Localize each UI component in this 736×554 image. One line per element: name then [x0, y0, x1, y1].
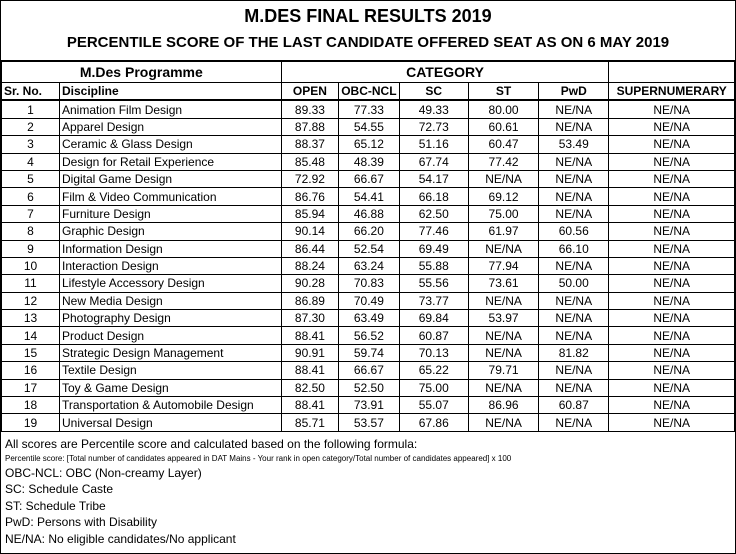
cell-discipline: Textile Design [60, 362, 282, 379]
cell-open: 88.41 [281, 397, 339, 414]
cell-sc: 75.00 [399, 379, 468, 396]
cell-discipline: Animation Film Design [60, 100, 282, 118]
cell-sr: 13 [2, 310, 60, 327]
cell-obc: 52.54 [339, 240, 399, 257]
cell-pwd: NE/NA [539, 310, 609, 327]
cell-st: NE/NA [468, 170, 538, 187]
cell-open: 87.88 [281, 118, 339, 135]
cell-obc: 63.49 [339, 310, 399, 327]
cell-pwd: NE/NA [539, 100, 609, 118]
cell-supernumerary: NE/NA [609, 188, 735, 205]
cell-discipline: Interaction Design [60, 257, 282, 274]
table-body [2, 100, 735, 431]
cell-supernumerary: NE/NA [609, 397, 735, 414]
cell-discipline: Ceramic & Glass Design [60, 136, 282, 153]
note-nena: NE/NA: No eligible candidates/No applicant [5, 531, 236, 546]
table-row [2, 153, 735, 170]
cell-sr: 6 [2, 188, 60, 205]
cell-sr: 12 [2, 292, 60, 309]
note-formula: Percentile score: [Total number of candidates appeared in DAT Mains - Your rank in open category/Total number of candidates appeared] x 100 [5, 453, 512, 463]
note-st: ST: Schedule Tribe [5, 498, 106, 513]
note-obc: OBC-NCL: OBC (Non-creamy Layer) [5, 465, 202, 480]
cell-open: 85.71 [281, 414, 339, 431]
col-header-obc: OBC-NCL [339, 83, 399, 101]
table-row [2, 379, 735, 396]
page-subtitle: PERCENTILE SCORE OF THE LAST CANDIDATE OFFERED SEAT AS ON 6 MAY 2019 [66, 34, 670, 51]
cell-obc: 54.41 [339, 188, 399, 205]
cell-open: 72.92 [281, 170, 339, 187]
col-header-sc: SC [399, 83, 468, 101]
cell-supernumerary: NE/NA [609, 257, 735, 274]
cell-supernumerary: NE/NA [609, 292, 735, 309]
results-table [1, 60, 735, 432]
cell-discipline: Photography Design [60, 310, 282, 327]
table-row [2, 344, 735, 361]
cell-sr: 9 [2, 240, 60, 257]
col-header-st: ST [468, 83, 538, 101]
cell-pwd: 60.87 [539, 397, 609, 414]
cell-sr: 11 [2, 275, 60, 292]
cell-discipline: Universal Design [60, 414, 282, 431]
cell-supernumerary: NE/NA [609, 362, 735, 379]
cell-st: 77.42 [468, 153, 538, 170]
cell-pwd: NE/NA [539, 379, 609, 396]
cell-sr: 1 [2, 100, 60, 118]
cell-sc: 77.46 [399, 223, 468, 240]
cell-obc: 56.52 [339, 327, 399, 344]
col-header-open: OPEN [281, 83, 339, 101]
cell-st: 69.12 [468, 188, 538, 205]
cell-supernumerary: NE/NA [609, 136, 735, 153]
cell-obc: 63.24 [339, 257, 399, 274]
table-row [2, 257, 735, 274]
cell-sc: 62.50 [399, 205, 468, 222]
cell-pwd: 50.00 [539, 275, 609, 292]
cell-sc: 70.13 [399, 344, 468, 361]
cell-pwd: NE/NA [539, 188, 609, 205]
cell-discipline: Lifestyle Accessory Design [60, 275, 282, 292]
note-formula-intro: All scores are Percentile score and calculated based on the following formula: [5, 437, 418, 451]
cell-open: 88.24 [281, 257, 339, 274]
cell-supernumerary: NE/NA [609, 344, 735, 361]
cell-supernumerary: NE/NA [609, 379, 735, 396]
table-row [2, 397, 735, 414]
cell-sr: 19 [2, 414, 60, 431]
cell-st: NE/NA [468, 240, 538, 257]
cell-sc: 55.56 [399, 275, 468, 292]
cell-sr: 14 [2, 327, 60, 344]
cell-supernumerary: NE/NA [609, 240, 735, 257]
cell-pwd: NE/NA [539, 205, 609, 222]
cell-open: 88.37 [281, 136, 339, 153]
cell-discipline: New Media Design [60, 292, 282, 309]
note-sc: SC: Schedule Caste [5, 482, 114, 497]
cell-obc: 53.57 [339, 414, 399, 431]
cell-open: 82.50 [281, 379, 339, 396]
cell-obc: 70.49 [339, 292, 399, 309]
cell-obc: 65.12 [339, 136, 399, 153]
cell-sr: 2 [2, 118, 60, 135]
note-pwd: PwD: Persons with Disability [5, 515, 158, 530]
cell-pwd: NE/NA [539, 362, 609, 379]
cell-obc: 70.83 [339, 275, 399, 292]
footnotes [5, 436, 731, 548]
cell-discipline: Apparel Design [60, 118, 282, 135]
cell-pwd: 60.56 [539, 223, 609, 240]
cell-open: 85.48 [281, 153, 339, 170]
table-row [2, 240, 735, 257]
cell-st: NE/NA [468, 292, 538, 309]
cell-sr: 16 [2, 362, 60, 379]
cell-st: NE/NA [468, 379, 538, 396]
cell-obc: 66.67 [339, 362, 399, 379]
table-row [2, 100, 735, 118]
category-header: CATEGORY [281, 61, 609, 83]
cell-pwd: NE/NA [539, 327, 609, 344]
table-row [2, 275, 735, 292]
cell-supernumerary: NE/NA [609, 118, 735, 135]
cell-open: 90.91 [281, 344, 339, 361]
table-row [2, 136, 735, 153]
cell-supernumerary: NE/NA [609, 327, 735, 344]
page-title: M.DES FINAL RESULTS 2019 [244, 6, 492, 26]
cell-st: 73.61 [468, 275, 538, 292]
cell-supernumerary: NE/NA [609, 414, 735, 431]
table-header-group [2, 61, 735, 83]
cell-discipline: Transportation & Automobile Design [60, 397, 282, 414]
table-row [2, 223, 735, 240]
cell-sc: 67.74 [399, 153, 468, 170]
cell-pwd: NE/NA [539, 170, 609, 187]
cell-sc: 69.49 [399, 240, 468, 257]
cell-supernumerary: NE/NA [609, 153, 735, 170]
cell-sr: 3 [2, 136, 60, 153]
cell-open: 85.94 [281, 205, 339, 222]
col-header-sr: Sr. No. [2, 83, 60, 101]
cell-sc: 60.87 [399, 327, 468, 344]
cell-st: 60.47 [468, 136, 538, 153]
cell-sr: 5 [2, 170, 60, 187]
cell-discipline: Film & Video Communication [60, 188, 282, 205]
cell-sc: 65.22 [399, 362, 468, 379]
table-row [2, 205, 735, 222]
cell-discipline: Design for Retail Experience [60, 153, 282, 170]
cell-obc: 46.88 [339, 205, 399, 222]
cell-open: 86.44 [281, 240, 339, 257]
cell-open: 88.41 [281, 362, 339, 379]
table-row [2, 414, 735, 431]
cell-sc: 55.88 [399, 257, 468, 274]
cell-obc: 73.91 [339, 397, 399, 414]
cell-sc: 66.18 [399, 188, 468, 205]
cell-pwd: NE/NA [539, 257, 609, 274]
cell-sc: 49.33 [399, 100, 468, 118]
cell-discipline: Furniture Design [60, 205, 282, 222]
cell-discipline: Digital Game Design [60, 170, 282, 187]
col-header-supernumerary: SUPERNUMERARY [609, 83, 735, 101]
cell-obc: 54.55 [339, 118, 399, 135]
cell-obc: 48.39 [339, 153, 399, 170]
table-row [2, 292, 735, 309]
cell-sc: 67.86 [399, 414, 468, 431]
cell-supernumerary: NE/NA [609, 223, 735, 240]
cell-open: 86.76 [281, 188, 339, 205]
cell-st: 75.00 [468, 205, 538, 222]
col-header-pwd: PwD [539, 83, 609, 101]
cell-open: 90.14 [281, 223, 339, 240]
cell-open: 87.30 [281, 310, 339, 327]
cell-discipline: Strategic Design Management [60, 344, 282, 361]
cell-pwd: NE/NA [539, 118, 609, 135]
cell-supernumerary: NE/NA [609, 205, 735, 222]
cell-sr: 18 [2, 397, 60, 414]
cell-discipline: Toy & Game Design [60, 379, 282, 396]
table-header-row [2, 83, 735, 101]
cell-st: NE/NA [468, 344, 538, 361]
cell-obc: 66.20 [339, 223, 399, 240]
cell-st: 60.61 [468, 118, 538, 135]
cell-supernumerary: NE/NA [609, 170, 735, 187]
cell-pwd: 66.10 [539, 240, 609, 257]
cell-sr: 4 [2, 153, 60, 170]
cell-supernumerary: NE/NA [609, 275, 735, 292]
col-header-discipline: Discipline [60, 83, 282, 101]
cell-st: 86.96 [468, 397, 538, 414]
cell-sr: 8 [2, 223, 60, 240]
cell-supernumerary: NE/NA [609, 310, 735, 327]
cell-sc: 51.16 [399, 136, 468, 153]
cell-obc: 52.50 [339, 379, 399, 396]
cell-open: 89.33 [281, 100, 339, 118]
cell-discipline: Graphic Design [60, 223, 282, 240]
table-row [2, 188, 735, 205]
table-row [2, 327, 735, 344]
cell-discipline: Product Design [60, 327, 282, 344]
table-row [2, 118, 735, 135]
cell-sc: 69.84 [399, 310, 468, 327]
cell-sc: 55.07 [399, 397, 468, 414]
cell-sc: 72.73 [399, 118, 468, 135]
cell-supernumerary: NE/NA [609, 100, 735, 118]
cell-sr: 17 [2, 379, 60, 396]
cell-obc: 77.33 [339, 100, 399, 118]
cell-sc: 73.77 [399, 292, 468, 309]
cell-obc: 59.74 [339, 344, 399, 361]
table-row [2, 170, 735, 187]
cell-pwd: NE/NA [539, 153, 609, 170]
cell-sr: 15 [2, 344, 60, 361]
cell-st: NE/NA [468, 327, 538, 344]
cell-st: 79.71 [468, 362, 538, 379]
cell-pwd: NE/NA [539, 414, 609, 431]
cell-st: 80.00 [468, 100, 538, 118]
cell-pwd: 53.49 [539, 136, 609, 153]
cell-st: 61.97 [468, 223, 538, 240]
programme-header: M.Des Programme [2, 61, 282, 83]
cell-open: 90.28 [281, 275, 339, 292]
cell-st: NE/NA [468, 414, 538, 431]
table-row [2, 362, 735, 379]
cell-discipline: Information Design [60, 240, 282, 257]
cell-sr: 10 [2, 257, 60, 274]
cell-pwd: 81.82 [539, 344, 609, 361]
cell-open: 88.41 [281, 327, 339, 344]
cell-st: 53.97 [468, 310, 538, 327]
cell-st: 77.94 [468, 257, 538, 274]
cell-sr: 7 [2, 205, 60, 222]
cell-sc: 54.17 [399, 170, 468, 187]
cell-pwd: NE/NA [539, 292, 609, 309]
blank-header-cell [609, 61, 735, 83]
cell-open: 86.89 [281, 292, 339, 309]
table-row [2, 310, 735, 327]
cell-obc: 66.67 [339, 170, 399, 187]
